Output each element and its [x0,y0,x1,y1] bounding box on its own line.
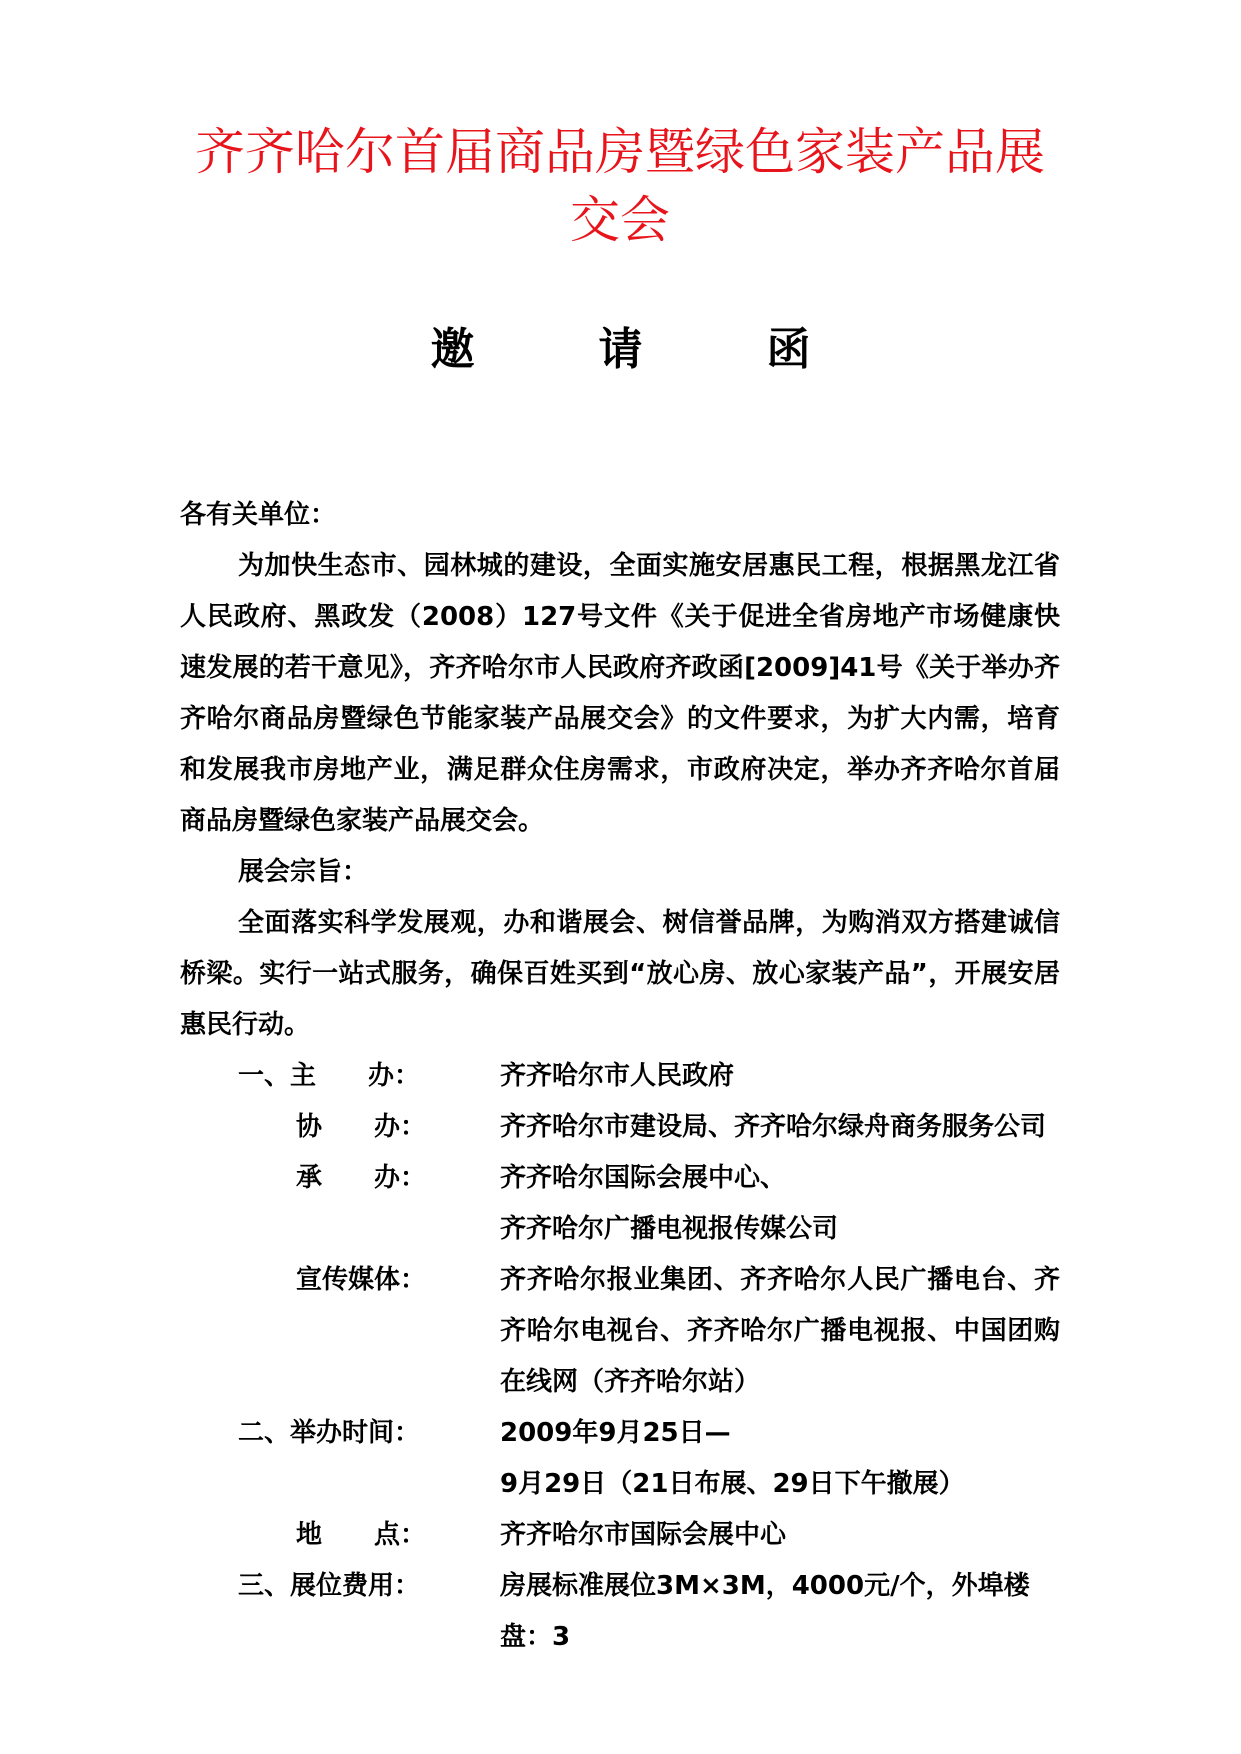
invitation-heading [0,320,1241,380]
undertaker-value-2: 齐齐哈尔广播电视报传媒公司 [500,1214,839,1244]
place-value: 齐齐哈尔市国际会展中心 [500,1520,787,1550]
salutation: 各有关单位： [180,500,337,530]
time-value-1: 2009年9月25日— [500,1418,731,1448]
undertaker-row [180,1153,1060,1204]
purpose-paragraph: 全面落实科学发展观，办和谐展会、树信誉品牌，为购消双方搭建诚信桥梁。实行一站式服务，确保百姓买到“放心房、放心家装产品”，开展安居惠民行动。 [180,908,1060,1040]
place-row [180,1510,1060,1561]
co-organizer-label: 协 办： [296,1112,427,1142]
co-organizer-value: 齐齐哈尔市建设局、齐齐哈尔绿舟商务服务公司 [500,1112,1047,1142]
media-value: 齐齐哈尔报业集团、齐齐哈尔人民广播电台、齐齐哈尔电视台、齐齐哈尔广播电视报、中国团购在线网（齐齐哈尔站） [500,1265,1060,1397]
document-title: 齐齐哈尔首届商品房暨绿色家装产品展交会 [195,123,1045,249]
heading-char: 邀 [430,324,475,375]
time-row [180,1408,1060,1459]
media-row [180,1255,1060,1408]
undertaker-label: 承 办： [296,1163,427,1193]
intro-paragraph: 为加快生态市、园林城的建设，全面实施安居惠民工程，根据黑龙江省人民政府、黑政发（2008）127号文件《关于促进全省房地产市场健康快速发展的若干意见》，齐齐哈尔市人民政府齐政函[2009]41号《关于举办齐齐哈尔商品房暨绿色节能家装产品展交会》的文件要求，为扩大内需，培育和发展我市房地产业，满足群众住房需求，市政府决定，举办齐齐哈尔首届商品房暨绿色家装产品展交会。 [180,551,1060,836]
heading-char: 函 [766,324,811,375]
fee-row [180,1561,1060,1663]
undertaker-row-2 [180,1204,1060,1255]
host-row [180,1051,1060,1102]
host-label: 一、主 办： [238,1061,421,1091]
undertaker-value: 齐齐哈尔国际会展中心、 [500,1163,787,1193]
place-label: 地 点： [296,1520,427,1550]
heading-char: 请 [598,324,643,375]
fee-label: 三、展位费用： [238,1571,421,1601]
time-value-2: 9月29日（21日布展、29日下午撤展） [500,1469,965,1499]
purpose-heading: 展会宗旨： [238,857,369,887]
time-label: 二、举办时间： [238,1418,421,1448]
fee-value: 房展标准展位3M×3M，4000元/个，外埠楼盘：3 [500,1571,1030,1652]
host-value: 齐齐哈尔市人民政府 [500,1061,735,1091]
time-row-2 [180,1459,1060,1510]
media-label: 宣传媒体： [296,1265,427,1295]
letter-body [180,490,1060,1663]
co-organizer-row [180,1102,1060,1153]
